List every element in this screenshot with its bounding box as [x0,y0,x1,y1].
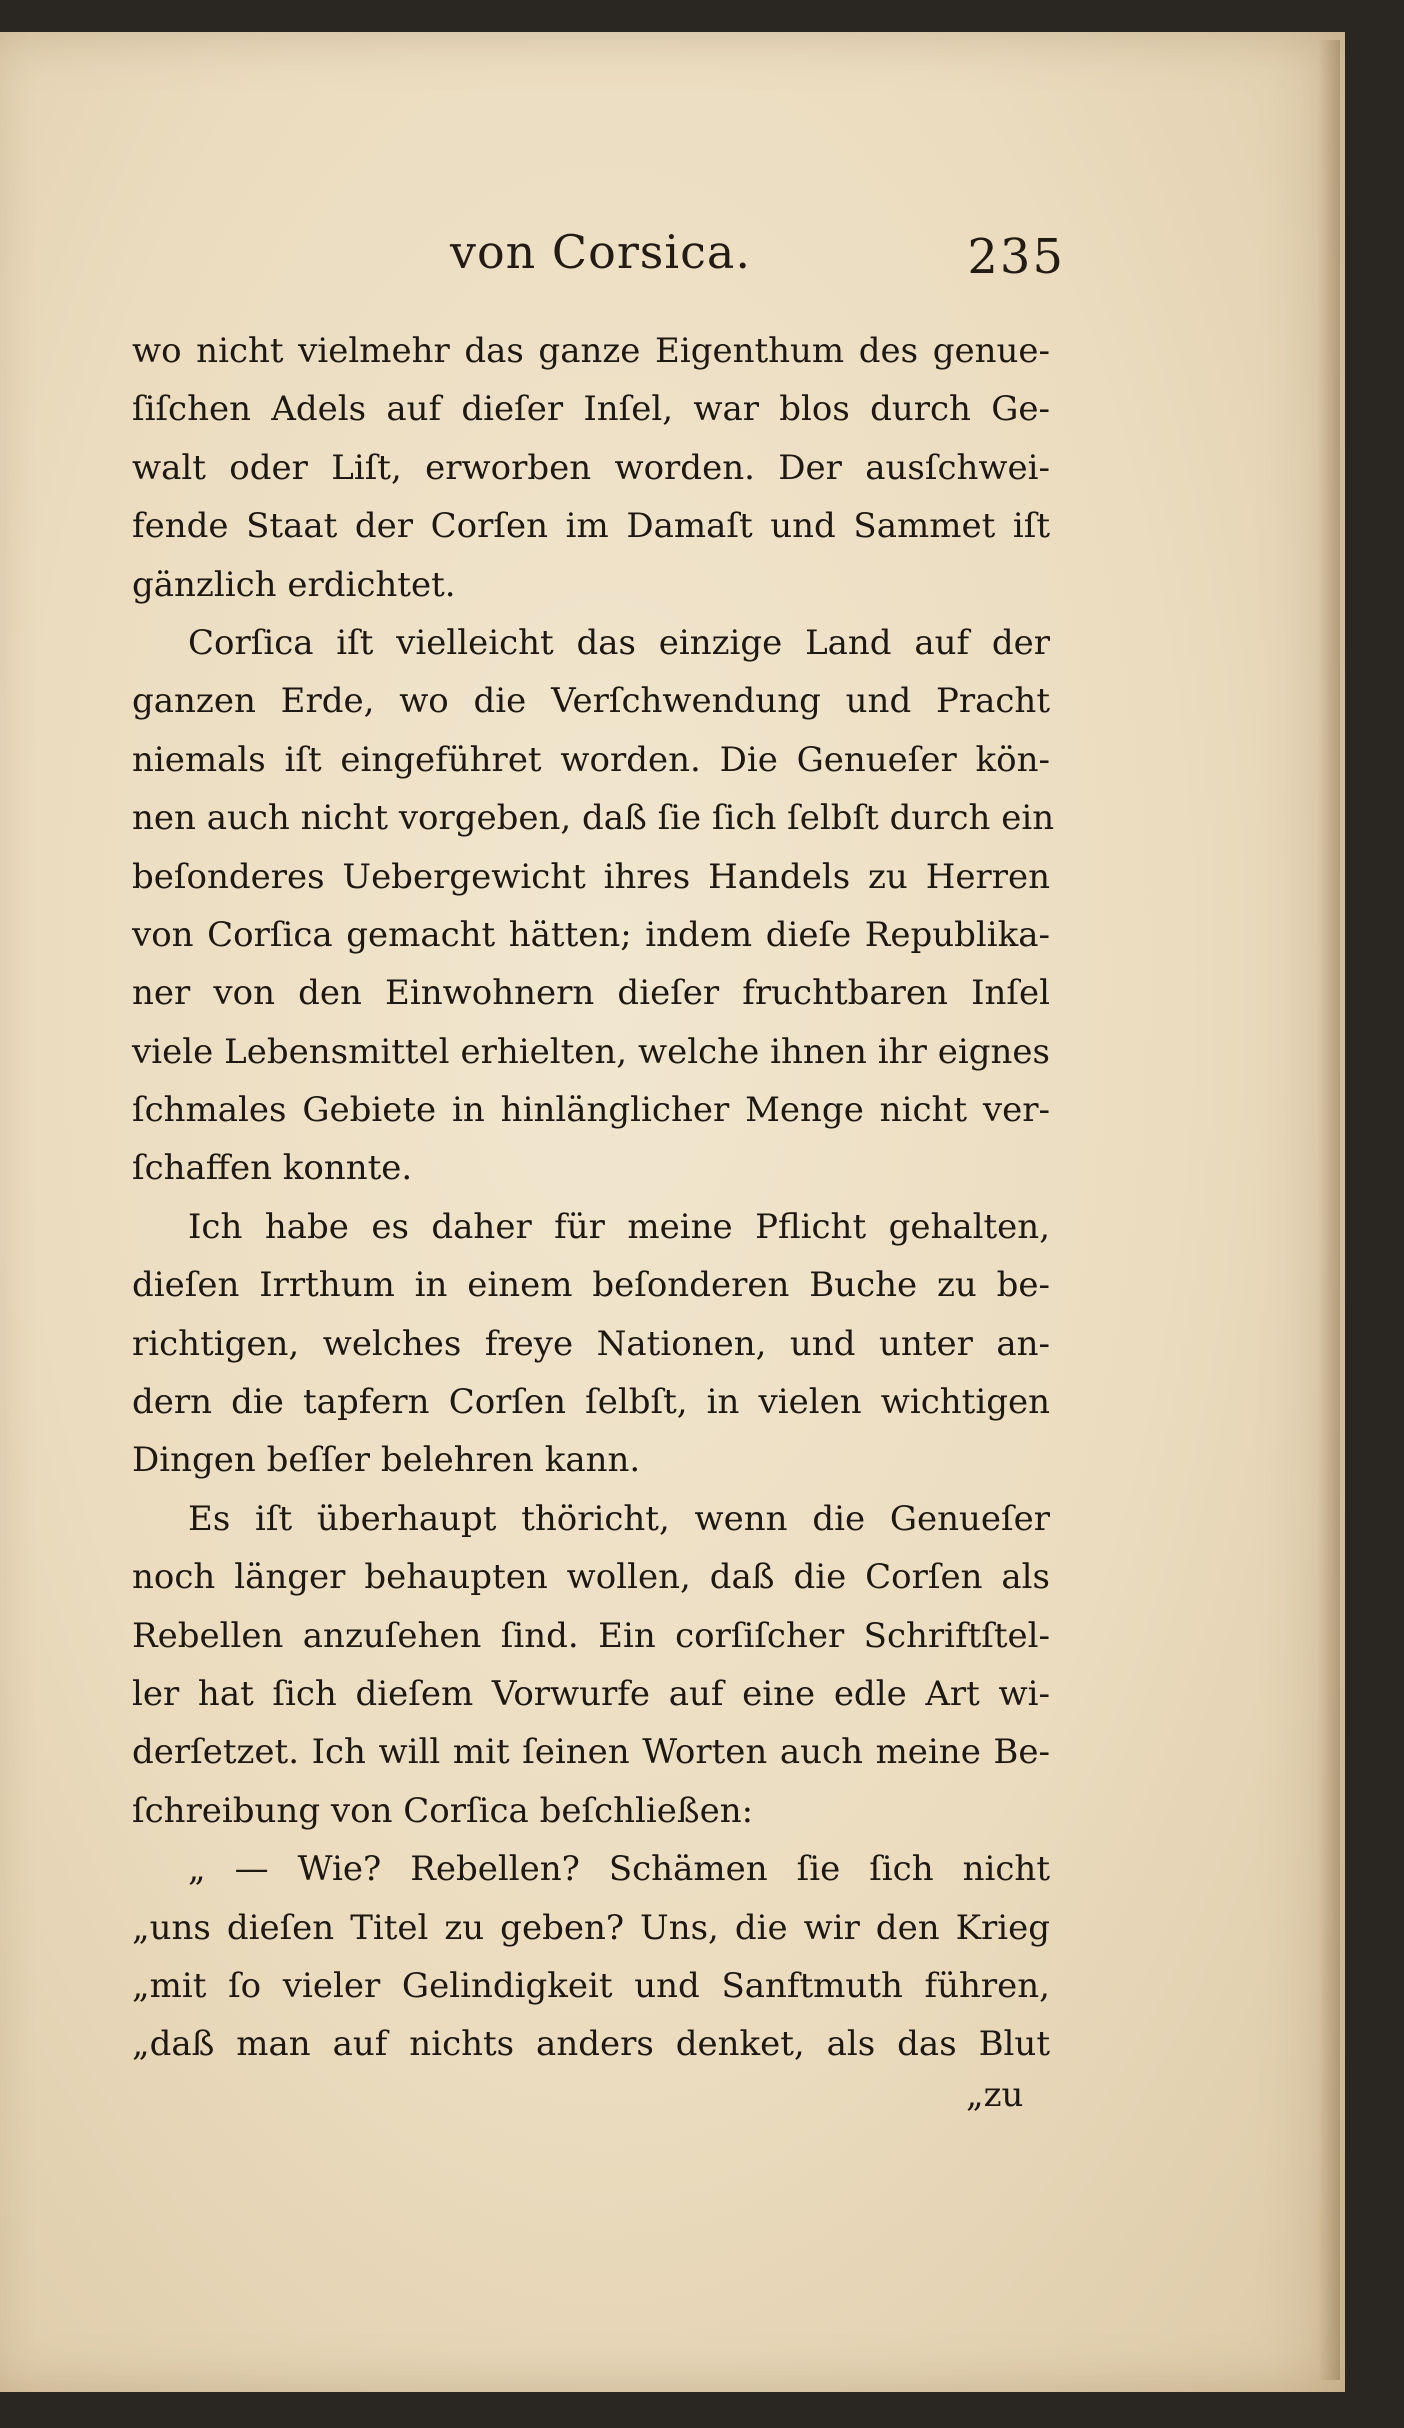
text-line: Es iſt überhaupt thöricht, wenn die Genueſer [188,1498,1050,1539]
page-number: 235 [967,229,1065,285]
text-line: beſonderes Uebergewicht ihres Handels zu Herren [132,856,1050,897]
text-line: ler hat ſich dieſem Vorwurfe auf eine edle Art wi- [132,1673,1050,1714]
text-line: Ich habe es daher für meine Pflicht gehalten, [188,1206,1050,1247]
text-line: ganzen Erde, wo die Verſchwendung und Pracht [132,681,1050,722]
text-line: ſchreibung von Corſica beſchließen: [132,1790,754,1831]
text-line: noch länger behaupten wollen, daß die Corſen als [132,1557,1050,1598]
text-line: „ — Wie? Rebellen? Schämen ſie ſich nicht [188,1849,1050,1890]
body-text [132,322,1055,2074]
text-line: viele Lebensmittel erhielten, welche ihnen ihr eignes [132,1031,1050,1072]
catchword: „zu [966,2075,1024,2115]
text-line: derſetzet. Ich will mit ſeinen Worten auch meine Be- [132,1732,1050,1773]
text-line: dieſen Irrthum in einem beſonderen Buche zu be- [132,1265,1050,1306]
text-line: niemals iſt eingeführet worden. Die Genueſer kön- [132,739,1050,780]
text-line: Rebellen anzuſehen ſind. Ein corſiſcher Schriftſtel- [132,1615,1050,1656]
text-line: von Corſica gemacht hätten; indem dieſe Republika- [132,914,1050,955]
text-line: „uns dieſen Titel zu geben? Uns, die wir den Krieg [132,1907,1050,1948]
text-line: dern die tapfern Corſen ſelbſt, in vielen wichtigen [132,1382,1050,1423]
text-line: ſchaffen konnte. [132,1148,413,1189]
text-line: gänzlich erdichtet. [132,564,456,605]
text-line: ſiſchen Adels auf dieſer Inſel, war blos durch Ge- [132,389,1050,430]
page-edge-shadow [1318,40,1340,2380]
text-line: Corſica iſt vielleicht das einzige Land auf der [188,622,1050,663]
running-head [130,225,1065,295]
running-head-title: von Corsica. [450,225,751,279]
text-line: ſchmales Gebiete in hinlänglicher Menge nicht ver- [132,1090,1050,1131]
text-line: fende Staat der Corſen im Damaſt und Sammet iſt [132,506,1050,547]
text-line: wo nicht vielmehr das ganze Eigenthum des genue- [132,331,1050,371]
text-line: ner von den Einwohnern dieſer fruchtbaren Inſel [132,973,1050,1014]
text-line: richtigen, welches freye Nationen, und unter an- [132,1323,1050,1364]
text-line: walt oder Liſt, erworben worden. Der ausſchwei- [132,447,1050,488]
text-line: „mit ſo vieler Gelindigkeit und Sanftmuth führen, [132,1965,1050,2006]
text-line: Dingen beſſer belehren kann. [132,1440,641,1481]
text-line: nen auch nicht vorgeben, daß ſie ſich ſelbſt durch ein [132,798,1055,839]
text-line: „daß man auf nichts anders denket, als das Blut [132,2024,1050,2065]
